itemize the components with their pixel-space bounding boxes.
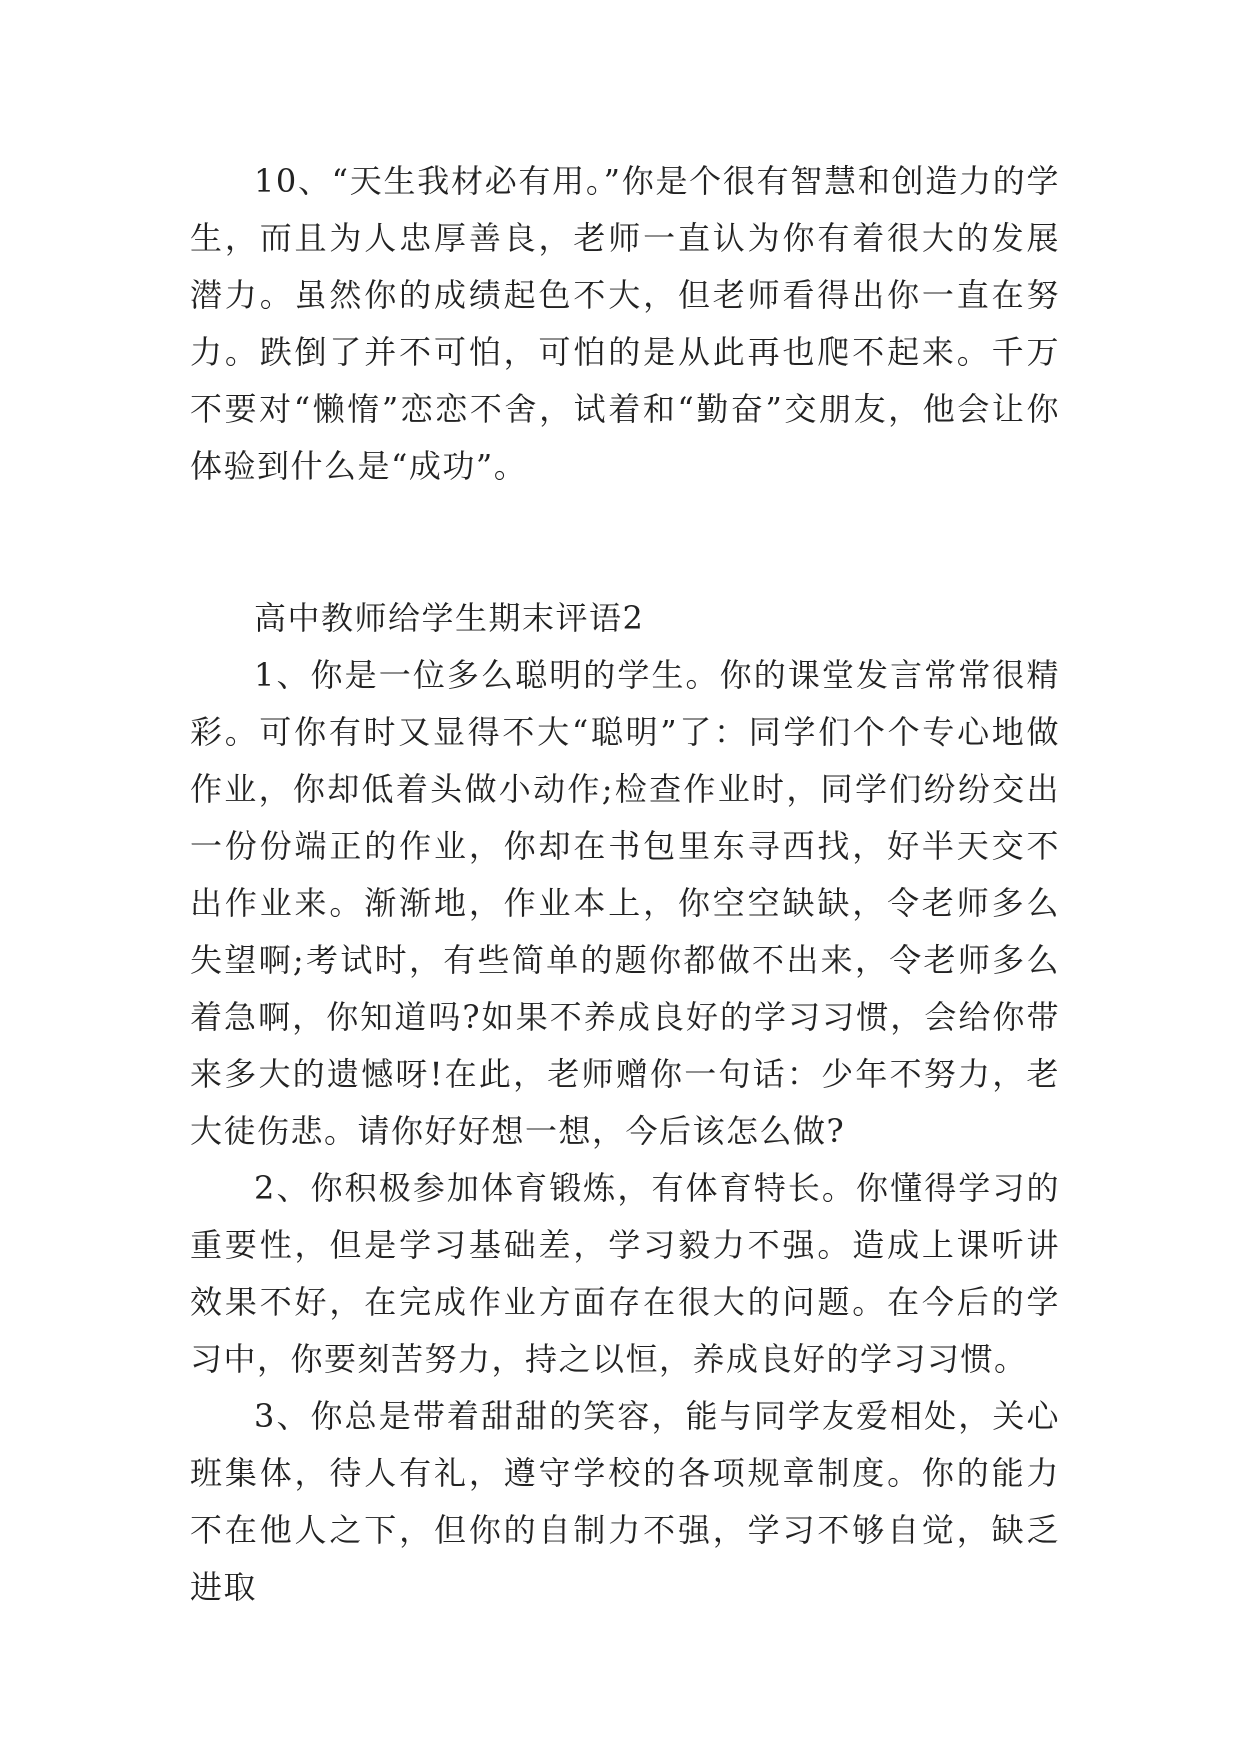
comment-paragraph-10: 10、“天生我材必有用。”你是个很有智慧和创造力的学生，而且为人忠厚善良，老师一直认为你有着很大的发展潜力。虽然你的成绩起色不大，但老师看得出你一直在努力。跌倒了并不可怕，可怕的是从此再也爬不起来。千万不要对“懒惰”恋恋不舍，试着和“勤奋”交朋友，他会让你体验到什么是“成功”。 bbox=[190, 162, 1060, 485]
document-body bbox=[190, 153, 1060, 1616]
comment-paragraph-3: 3、你总是带着甜甜的笑容，能与同学友爱相处，关心班集体，待人有礼，遵守学校的各项规章制度。你的能力不在他人之下，但你的自制力不强，学习不够自觉，缺乏进取 bbox=[190, 1397, 1060, 1606]
comment-paragraph-1: 1、你是一位多么聪明的学生。你的课堂发言常常很精彩。可你有时又显得不大“聪明”了：同学们个个专心地做作业，你却低着头做小动作;检查作业时，同学们纷纷交出一份份端正的作业，你却在书包里东寻西找，好半天交不出作业来。渐渐地，作业本上，你空空缺缺，令老师多么失望啊;考试时，有些简单的题你都做不出来，令老师多么着急啊，你知道吗?如果不养成良好的学习习惯，会给你带来多大的遗憾呀!在此，老师赠你一句话：少年不努力，老大徒伤悲。请你好好想一想，今后该怎么做? bbox=[190, 656, 1060, 1150]
section-gap bbox=[190, 495, 1060, 590]
comment-paragraph-2: 2、你积极参加体育锻炼，有体育特长。你懂得学习的重要性，但是学习基础差，学习毅力不强。造成上课听讲效果不好，在完成作业方面存在很大的问题。在今后的学习中，你要刻苦努力，持之以恒，养成良好的学习习惯。 bbox=[190, 1169, 1060, 1378]
section-heading: 高中教师给学生期末评语2 bbox=[254, 599, 645, 637]
